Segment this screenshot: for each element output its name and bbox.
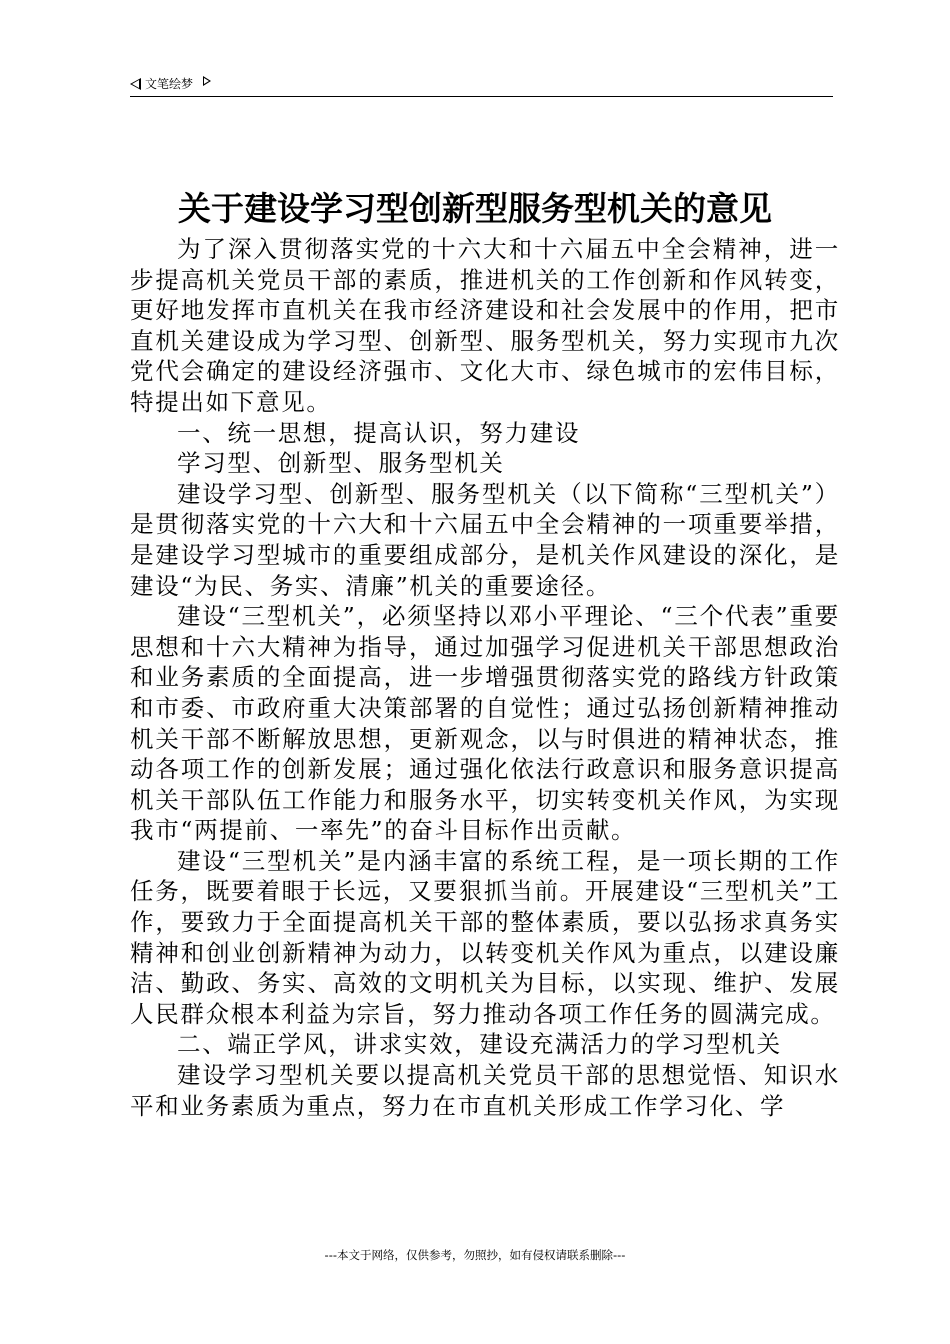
triangle-right-icon [203, 76, 211, 86]
section-heading-1-continued: 学习型、创新型、服务型机关 [177, 449, 505, 478]
document-title: 关于建设学习型创新型服务型机关的意见 [178, 189, 772, 228]
paragraph: 建设学习型、创新型、服务型机关（以下简称“三型机关”）是贯彻落实党的十六大和十六届五中全会精神的一项重要举措，是建设学习型城市的重要组成部分，是机关作风建设的深化，是建设“为民、务实、清廉”机关的重要途径。 [130, 479, 840, 600]
page-footer-disclaimer: ---本文于网络，仅供参考，勿照抄，如有侵权请联系删除--- [324, 1248, 626, 1262]
triangle-left-icon [130, 78, 141, 90]
header-brand [130, 76, 211, 92]
paragraph: 建设“三型机关”，必须坚持以邓小平理论、“三个代表”重要思想和十六大精神为指导，通过加强学习促进机关干部思想政治和业务素质的全面提高，进一步增强贯彻落实党的路线方针政策和市委、市政府重大决策部署的自觉性；通过弘扬创新精神推动机关干部不断解放思想，更新观念，以与时俱进的精神状态，推动各项工作的创新发展；通过强化依法行政意识和服务意识提高机关干部队伍工作能力和服务水平，切实转变机关作风，为实现我市“两提前、一率先”的奋斗目标作出贡献。 [130, 602, 840, 845]
section-heading-2: 二、端正学风，讲求实效，建设充满活力的学习型机关 [177, 1030, 782, 1059]
page-header [130, 76, 833, 97]
section-heading-1: 一、统一思想，提高认识，努力建设 [177, 418, 581, 447]
header-label: 文笔绘梦 [145, 77, 194, 91]
paragraph: 建设“三型机关”是内涵丰富的系统工程，是一项长期的工作任务，既要着眼于长远，又要狠抓当前。开展建设“三型机关”工作，要致力于全面提高机关干部的整体素质，要以弘扬求真务实精神和创业创新精神为动力，以转变机关作风为重点，以建设廉洁、勤政、务实、高效的文明机关为目标，以实现、维护、发展人民群众根本利益为宗旨，努力推动各项工作任务的圆满完成。 [130, 846, 840, 1028]
paragraph: 建设学习型机关要以提高机关党员干部的思想觉悟、知识水平和业务素质为重点，努力在市直机关形成工作学习化、学 [130, 1061, 840, 1120]
document-body [130, 234, 840, 1121]
paragraph-intro: 为了深入贯彻落实党的十六大和十六届五中全会精神，进一步提高机关党员干部的素质，推进机关的工作创新和作风转变，更好地发挥市直机关在我市经济建设和社会发展中的作用，把市直机关建设成为学习型、创新型、服务型机关，努力实现市九次党代会确定的建设经济强市、文化大市、绿色城市的宏伟目标，特提出如下意见。 [130, 235, 840, 416]
